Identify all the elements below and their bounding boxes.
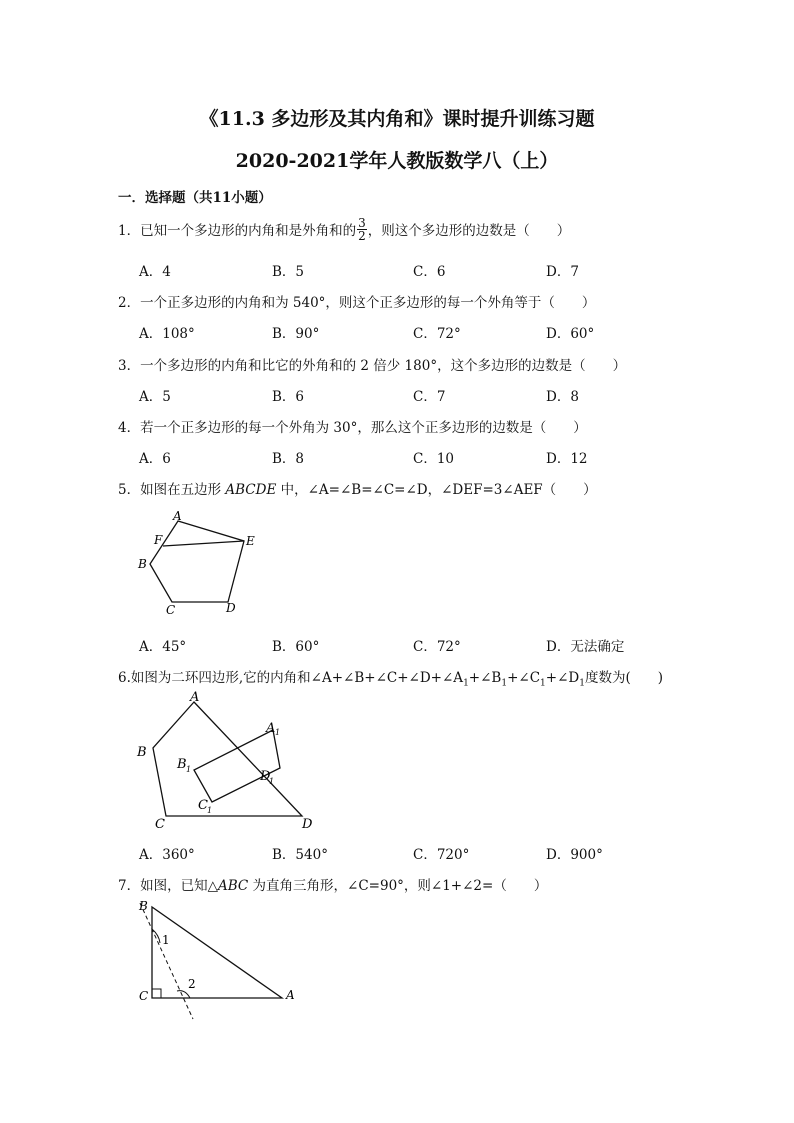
vertex-label-b: B — [139, 899, 148, 913]
vertex-label-e: E — [246, 534, 255, 548]
question-6 — [118, 666, 663, 689]
option-d: D．无法确定 — [546, 639, 625, 655]
question-text: 中，∠A=∠B=∠C=∠D，∠DEF=3∠AEF（ ） — [276, 482, 597, 498]
option-d: D．7 — [546, 264, 579, 280]
option-d: D．8 — [546, 389, 579, 405]
fraction — [357, 217, 367, 242]
option-c: C．6 — [413, 264, 446, 280]
double-ring-quadrilateral-figure — [130, 688, 325, 836]
question-7 — [118, 874, 547, 894]
option-c: C．72° — [413, 326, 461, 342]
vertex-label-b: B — [137, 745, 147, 760]
vertex-label-c: C — [139, 989, 149, 1003]
question-text: 一个正多边形的内角和为 540°，则这个正多边形的每一个外角等于（ ） — [140, 295, 596, 311]
question-number: 2． — [118, 295, 141, 311]
option-a: A．4 — [139, 264, 171, 280]
question-text: 为直角三角形，∠C=90°，则∠1+∠2=（ ） — [248, 878, 548, 894]
section-heading: 一．选择题（共11小题） — [118, 190, 272, 206]
question-text: 如图在五边形 — [140, 482, 226, 498]
option-d: D．900° — [546, 847, 603, 863]
question-2 — [118, 291, 595, 311]
question-text: ，则这个多边形的边数是（ ） — [367, 223, 571, 239]
option-d: D．60° — [546, 326, 595, 342]
option-a: A．45° — [139, 639, 187, 655]
question-text-italic: ABC — [217, 878, 249, 894]
vertex-label-c1-subscript: 1 — [207, 806, 213, 815]
vertex-label-d: D — [302, 817, 313, 832]
outer-quadrilateral — [153, 702, 302, 816]
option-c: C．720° — [413, 847, 470, 863]
fraction-denominator: 2 — [358, 229, 366, 243]
vertex-label-d1-subscript: 1 — [269, 777, 275, 786]
pentagon-figure — [130, 506, 270, 618]
subscript: 1 — [540, 678, 546, 689]
subscript: 1 — [579, 678, 585, 689]
vertex-label-b: B — [138, 557, 147, 571]
question-number: 6. — [118, 670, 131, 686]
document-title-line2: 2020-2021学年人教版数学八（上） — [235, 150, 559, 172]
angle-label-1: 1 — [162, 933, 170, 947]
vertex-label-a: A — [286, 988, 295, 1002]
triangle-abc — [152, 907, 282, 998]
question-text: +∠C — [507, 670, 541, 686]
option-b: B．90° — [272, 326, 320, 342]
vertex-label-a1-subscript: 1 — [275, 728, 281, 737]
vertex-label-a1: A — [266, 721, 276, 736]
question-text: 若一个正多边形的每一个外角为 30°，那么这个正多边形的边数是（ ） — [140, 420, 587, 436]
right-triangle-figure — [130, 895, 310, 1025]
option-c: C．10 — [413, 451, 455, 467]
option-c: C．7 — [413, 389, 446, 405]
question-text: 已知一个多边形的内角和是外角和的 — [140, 223, 357, 239]
option-a: A．108° — [139, 326, 195, 342]
question-text: 一个多边形的内角和比它的外角和的 2 倍少 180°，这个多边形的边数是（ ） — [140, 358, 627, 374]
angle-2-arc — [177, 991, 190, 998]
question-number: 4． — [118, 420, 141, 436]
inner-quadrilateral — [194, 730, 280, 802]
right-angle-marker — [152, 989, 161, 998]
subscript: 1 — [501, 678, 508, 689]
document-title-line1: 《11.3 多边形及其内角和》课时提升训练习题 — [199, 108, 595, 130]
subscript: 1 — [463, 678, 469, 689]
question-5 — [118, 478, 597, 498]
vertex-label-c1: C — [198, 798, 208, 813]
option-a: A．5 — [139, 389, 171, 405]
vertex-label-d: D — [226, 601, 236, 615]
question-text: 度数为( ) — [584, 670, 663, 686]
pentagon-outline — [150, 521, 244, 602]
option-a: A．6 — [139, 451, 171, 467]
vertex-label-f: F — [154, 533, 163, 547]
vertex-label-b1-subscript: 1 — [186, 765, 192, 774]
question-text-italic: ABCDE — [225, 482, 277, 498]
question-3 — [118, 354, 626, 374]
option-b: B．8 — [272, 451, 305, 467]
option-b: B．5 — [272, 264, 305, 280]
option-a: A．360° — [139, 847, 195, 863]
vertex-label-a: A — [173, 509, 182, 523]
angle-label-2: 2 — [188, 977, 196, 991]
question-text: +∠B — [468, 670, 502, 686]
segment-fe — [163, 541, 244, 546]
option-d: D．12 — [546, 451, 588, 467]
vertex-label-c: C — [155, 817, 165, 832]
vertex-label-c: C — [166, 603, 176, 617]
option-c: C．72° — [413, 639, 461, 655]
question-number: 3． — [118, 358, 141, 374]
vertex-label-d1: D — [260, 769, 271, 784]
question-4 — [118, 416, 587, 436]
question-number: 7． — [118, 878, 141, 894]
question-text: 如图，已知△ — [140, 878, 218, 894]
question-text: +∠D — [545, 670, 580, 686]
question-text: 如图为二环四边形,它的内角和∠A+∠B+∠C+∠D+∠A — [130, 670, 464, 686]
option-b: B．6 — [272, 389, 305, 405]
option-b: B．60° — [272, 639, 320, 655]
option-b: B．540° — [272, 847, 328, 863]
vertex-label-b1: B — [177, 757, 187, 772]
vertex-label-a: A — [190, 690, 200, 705]
question-number: 5． — [118, 482, 141, 498]
question-1 — [118, 216, 571, 244]
question-number: 1． — [118, 223, 141, 239]
fraction-numerator: 3 — [358, 216, 366, 230]
